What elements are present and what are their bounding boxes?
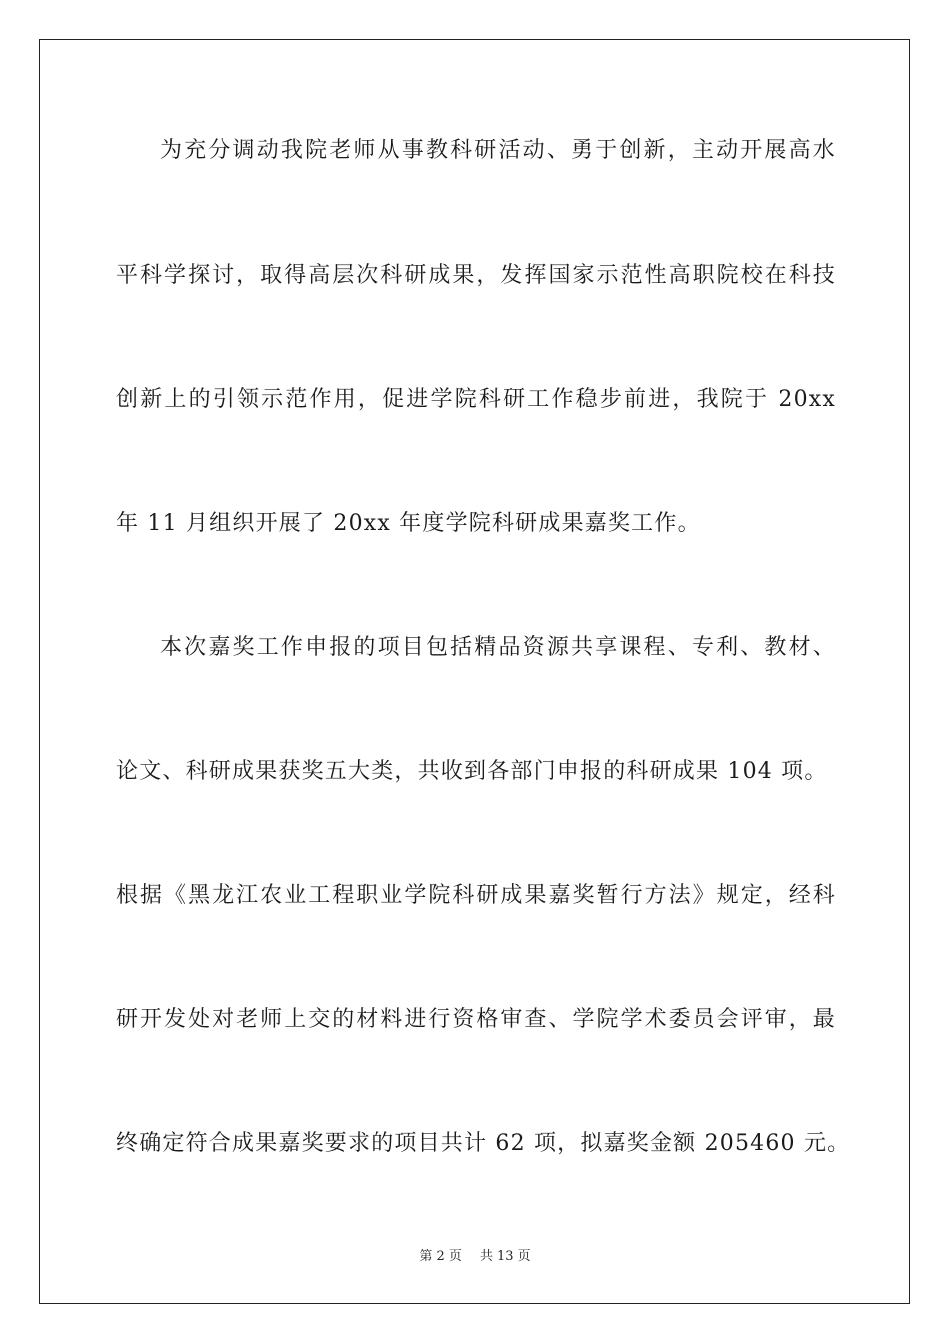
paragraph-2-line-2: 论文、科研成果获奖五大类，共收到各部门申报的科研成果 104 项。 xyxy=(116,759,828,784)
paragraph-1-line-1: 为充分调动我院老师从事教科研活动、勇于创新，主动开展高水 xyxy=(160,138,836,163)
paragraph-2-line-5: 终确定符合成果嘉奖要求的项目共计 62 项，拟嘉奖金额 205460 元。 xyxy=(116,1131,851,1156)
paragraph-1-line-3: 创新上的引领示范作用，促进学院科研工作稳步前进，我院于 20xx xyxy=(116,387,836,412)
paragraph-1-line-4: 年 11 月组织开展了 20xx 年度学院科研成果嘉奖工作。 xyxy=(116,511,701,536)
page-number: 第 2 页 xyxy=(419,1249,462,1264)
paragraph-2-line-1: 本次嘉奖工作申报的项目包括精品资源共享课程、专利、教材、 xyxy=(160,635,836,660)
total-pages: 共 13 页 xyxy=(479,1249,531,1264)
paragraph-1-line-2: 平科学探讨，取得高层次科研成果，发挥国家示范性高职院校在科技 xyxy=(116,263,836,288)
paragraph-2-line-3: 根据《黑龙江农业工程职业学院科研成果嘉奖暂行方法》规定，经科 xyxy=(116,883,836,908)
paragraph-2-line-4: 研开发处对老师上交的材料进行资格审查、学院学术委员会评审，最 xyxy=(116,1007,836,1032)
page-footer xyxy=(0,1248,950,1266)
page-border xyxy=(39,39,910,1304)
